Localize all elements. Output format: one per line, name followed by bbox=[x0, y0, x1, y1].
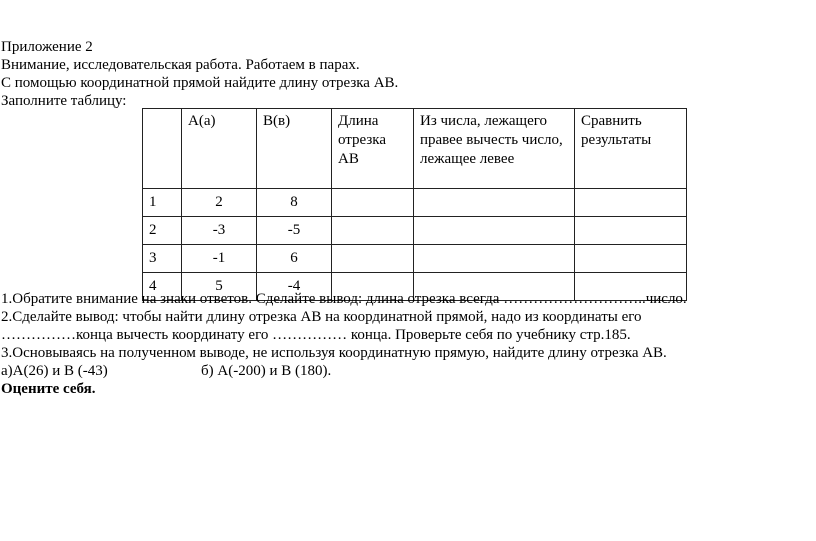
coordinate-b: -4 bbox=[257, 273, 332, 301]
table-header-row bbox=[143, 109, 687, 189]
table-row bbox=[143, 189, 687, 217]
length-cell[interactable] bbox=[332, 189, 414, 217]
header-cell-a: А(а) bbox=[182, 109, 257, 189]
self-assessment: Оцените себя. bbox=[1, 381, 96, 397]
table-row bbox=[143, 245, 687, 273]
row-number: 4 bbox=[143, 273, 182, 301]
question-3-part-a: а)А(26) и В (-43) bbox=[1, 363, 108, 379]
header-cell-difference: Из числа, лежащего правее вычесть число, лежащее левее bbox=[414, 109, 575, 189]
header-cell-b: В(в) bbox=[257, 109, 332, 189]
difference-cell[interactable] bbox=[414, 245, 575, 273]
difference-cell[interactable] bbox=[414, 189, 575, 217]
header-cell-compare: Сравнить результаты bbox=[575, 109, 687, 189]
header-cell-length: Длина отрезка АВ bbox=[332, 109, 414, 189]
coordinate-a: -1 bbox=[182, 245, 257, 273]
row-number: 1 bbox=[143, 189, 182, 217]
compare-cell[interactable] bbox=[575, 245, 687, 273]
data-table bbox=[142, 108, 687, 301]
table-row bbox=[143, 217, 687, 245]
question-3: 3.Основываясь на полученном выводе, не используя координатную прямую, найдите длину отрезка АВ. bbox=[1, 345, 667, 361]
coordinate-a: 2 bbox=[182, 189, 257, 217]
task-text: С помощью координатной прямой найдите длину отрезка АВ. bbox=[1, 75, 399, 91]
coordinate-b: -5 bbox=[257, 217, 332, 245]
question-2-line-1: 2.Сделайте вывод: чтобы найти длину отрезка АВ на координатной прямой, надо из координаты его bbox=[1, 309, 642, 325]
question-1: 1.Обратите внимание на знаки ответов. Сделайте вывод: длина отрезка всегда ………………………..число. bbox=[1, 291, 687, 307]
question-2-line-2: ……………конца вычесть координату его …………… конца. Проверьте себя по учебнику стр.185. bbox=[1, 327, 631, 343]
compare-cell[interactable] bbox=[575, 189, 687, 217]
coordinate-b: 8 bbox=[257, 189, 332, 217]
coordinate-b: 6 bbox=[257, 245, 332, 273]
compare-cell[interactable] bbox=[575, 217, 687, 245]
row-number: 2 bbox=[143, 217, 182, 245]
coordinate-a: 5 bbox=[182, 273, 257, 301]
difference-cell[interactable] bbox=[414, 217, 575, 245]
row-number: 3 bbox=[143, 245, 182, 273]
header-cell-index bbox=[143, 109, 182, 189]
appendix-label: Приложение 2 bbox=[1, 39, 93, 55]
length-cell[interactable] bbox=[332, 217, 414, 245]
question-3-part-b: б) А(-200) и В (180). bbox=[201, 363, 332, 379]
intro-text: Внимание, исследовательская работа. Работаем в парах. bbox=[1, 57, 360, 73]
length-cell[interactable] bbox=[332, 245, 414, 273]
fill-table-text: Заполните таблицу: bbox=[1, 93, 127, 109]
coordinate-a: -3 bbox=[182, 217, 257, 245]
